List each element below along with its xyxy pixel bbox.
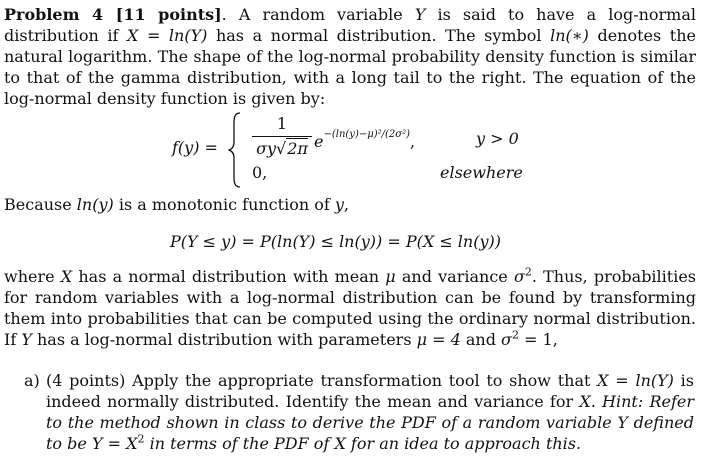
case-zero: 0,: [252, 163, 268, 182]
condition-positive: y > 0: [476, 129, 519, 148]
part-a-hint: Hint: Refer to the method shown in class to derive the PDF of a random variable Y defined to be $Y = X^2$ in terms of the PDF of X for an idea to approach this.: [46, 392, 694, 453]
problem-intro: Problem 4 [11 points]. A random variable Y is said to have a log-normal distribution if X = ln(Y) has a normal distribution. The symbol ln(∗) denotes the natural logarithm. The shape of the log-normal probability density function is similar to that of the gamma distribution, with a long tail to the right. The equation of the log-normal density function is given by:: [4, 5, 697, 108]
lognormal-density-formula: [172, 108, 532, 188]
part-a-body: (4 points) Apply the appropriate transformation tool to show that X = ln(Y) is indeed normally distributed. Identify the mean and variance for X. Hint: Refer to the method shown in class to derive the PDF of a random variable Y defined to be $Y = X^2$ in terms of the PDF of X for an idea to approach this.: [46, 371, 695, 453]
left-brace-icon: [228, 112, 242, 188]
formula-fraction: [252, 114, 312, 158]
fraction-numerator: 1: [276, 114, 288, 133]
fraction-denominator: σy√2π: [256, 139, 308, 158]
because-line: Because ln(y) is a monotonic function of y,: [4, 195, 349, 214]
where-paragraph: where X has a normal distribution with mean μ and variance $\sigma^2$. Thus, probabilities for random variables with a log-normal distribution can be found by transforming them into probabilities that can be computed using the ordinary normal distribution. If Y has a log-normal distribution with parameters μ = 4 and $\sigma^2 = 1$,: [4, 265, 697, 349]
fraction-bar: [252, 136, 312, 137]
problem-heading: Problem 4 [11 points]: [4, 5, 222, 24]
formula-lhs: f(y) =: [172, 138, 218, 157]
formula-exponential: $e^{-(ln(y)-\mu)^2/(2\sigma^2)}$,: [314, 128, 416, 151]
probability-equation: P(Y ≤ y) = P(ln(Y) ≤ ln(y)) = P(X ≤ ln(y)): [170, 232, 501, 251]
part-a-label: a): [24, 371, 40, 390]
condition-elsewhere: elsewhere: [440, 163, 523, 182]
